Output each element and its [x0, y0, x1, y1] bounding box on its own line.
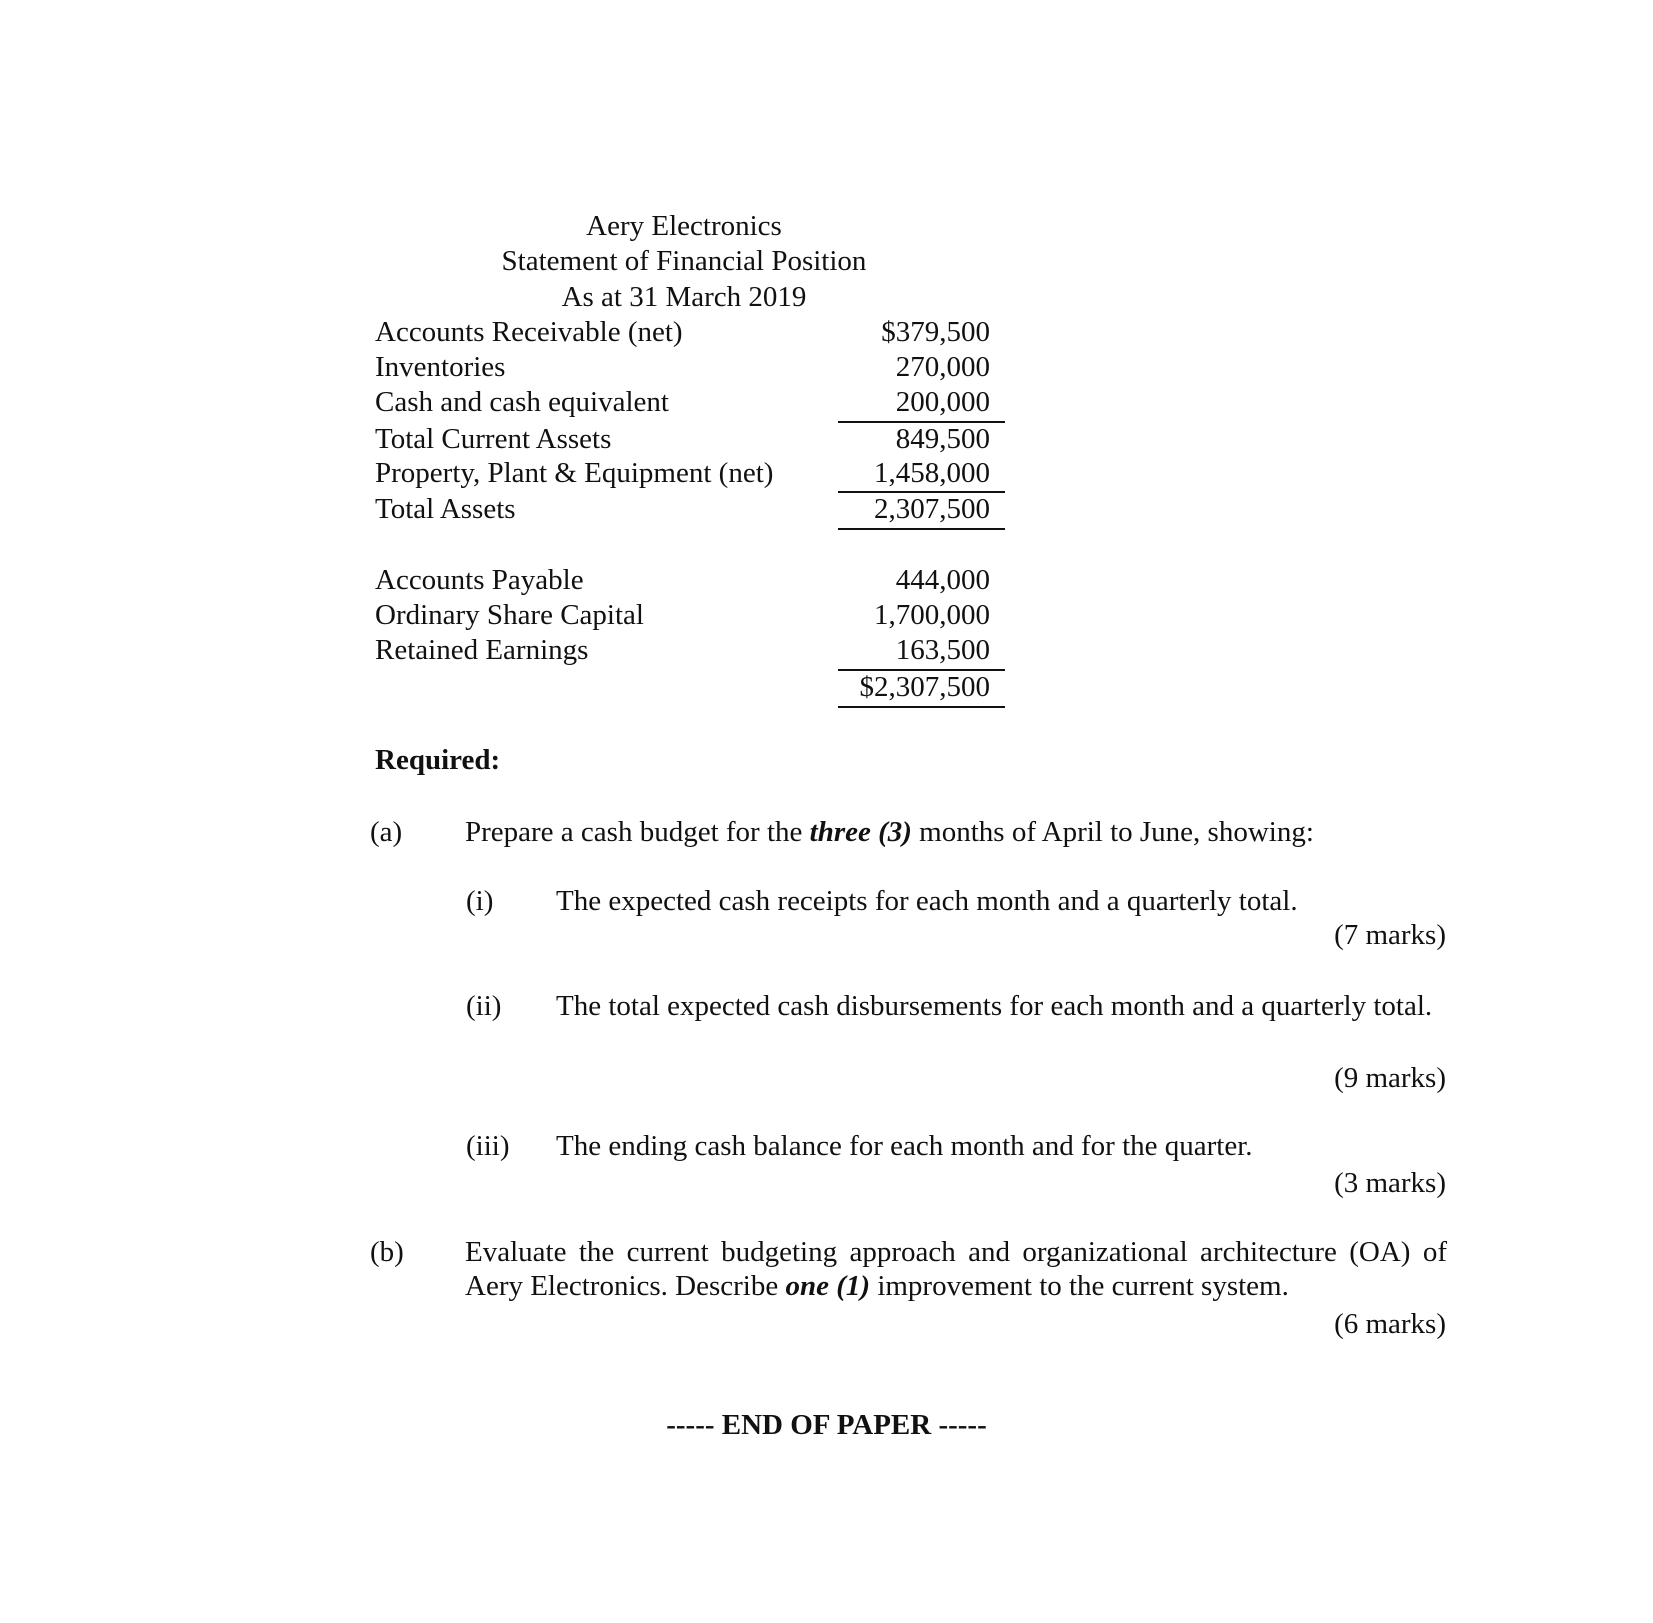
subquestion-number: (i) — [466, 885, 494, 917]
subquestion-text: The total expected cash disbursements for each month and a quarterly total. — [556, 990, 1433, 1022]
question-a-number: (a) — [370, 816, 403, 848]
total-rule — [838, 528, 1005, 530]
liability-label: Ordinary Share Capital — [375, 599, 644, 631]
liability-label: Accounts Payable — [375, 564, 584, 596]
company-name: Aery Electronics — [586, 210, 782, 242]
question-b-emphasis: one (1) — [785, 1270, 871, 1302]
subquestion-text: The ending cash balance for each month and for the quarter. — [556, 1130, 1253, 1162]
marks-label: (3 marks) — [1334, 1167, 1446, 1199]
asset-label: Inventories — [375, 351, 506, 383]
required-heading: Required: — [375, 744, 501, 776]
subquestion-number: (iii) — [466, 1130, 510, 1162]
asset-value: 200,000 — [895, 386, 990, 418]
statement-title: Statement of Financial Position — [501, 245, 867, 277]
liability-label: Retained Earnings — [375, 634, 589, 666]
asset-label: Total Current Assets — [375, 423, 612, 455]
subquestion-text: The expected cash receipts for each month and a quarterly total. — [556, 885, 1298, 917]
asset-value: 849,500 — [895, 423, 990, 455]
asset-value: 270,000 — [895, 351, 990, 383]
question-a-text: Prepare a cash budget for the three (3) months of April to June, showing: — [465, 816, 1314, 848]
grand-total-value: $2,307,500 — [859, 671, 990, 703]
asset-value: 2,307,500 — [874, 493, 990, 525]
end-of-paper: ----- END OF PAPER ----- — [666, 1409, 987, 1441]
asset-label: Total Assets — [375, 493, 516, 525]
liability-value: 1,700,000 — [874, 599, 990, 631]
asset-label: Property, Plant & Equipment (net) — [375, 457, 774, 489]
asset-value: $379,500 — [881, 316, 990, 348]
marks-label: (6 marks) — [1334, 1308, 1446, 1340]
marks-label: (7 marks) — [1334, 919, 1446, 951]
asset-label: Cash and cash equivalent — [375, 386, 669, 418]
liability-value: 163,500 — [895, 634, 990, 666]
total-rule — [838, 706, 1005, 708]
statement-date: As at 31 March 2019 — [561, 281, 807, 313]
asset-value: 1,458,000 — [874, 457, 990, 489]
asset-label: Accounts Receivable (net) — [375, 316, 683, 348]
question-b-number: (b) — [370, 1236, 404, 1268]
marks-label: (9 marks) — [1334, 1062, 1446, 1094]
liability-value: 444,000 — [895, 564, 990, 596]
question-a-emphasis: three (3) — [809, 816, 912, 848]
subquestion-number: (ii) — [466, 990, 502, 1022]
question-b-text: Evaluate the current budgeting approach and organizational architecture (OA) of Aery Electronics. Describe one (1) improvement to the current system. — [465, 1236, 1447, 1302]
